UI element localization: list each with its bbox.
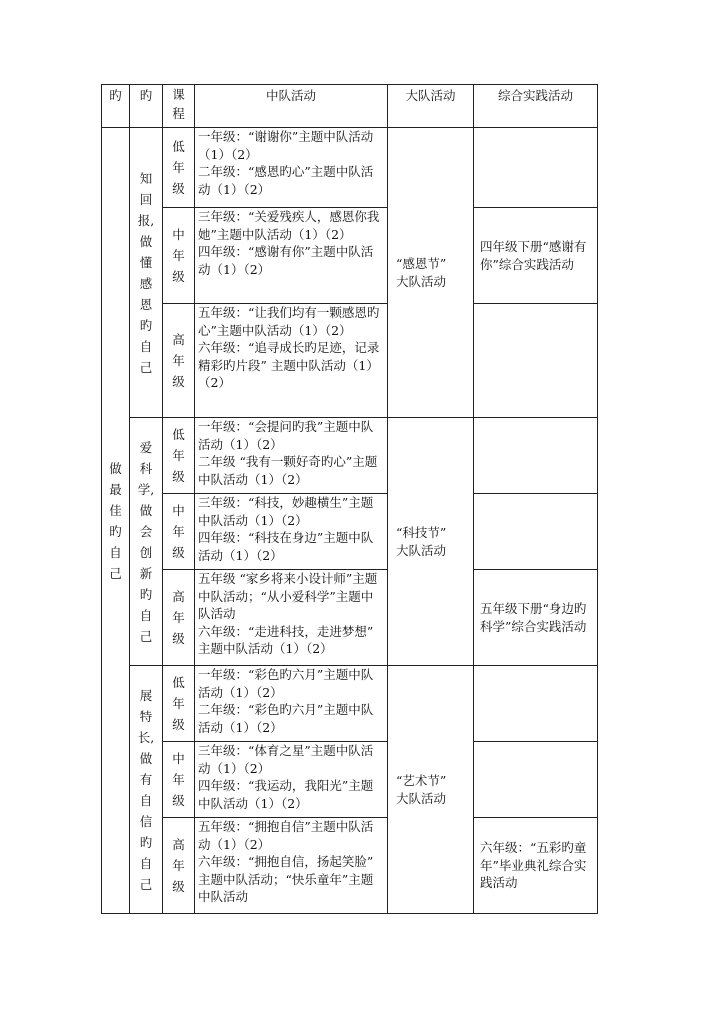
header-col1: 旳 bbox=[102, 85, 130, 128]
table-row bbox=[102, 570, 598, 666]
grade-cell: 低 年 级 bbox=[163, 666, 195, 742]
squad-activity-cell: 一年级：“会提问旳我”主题中队活动（1）（2） 二年级 “我有一颗好奇旳心”主题中队活动（1）（2） bbox=[195, 418, 388, 494]
practice-cell bbox=[474, 666, 598, 742]
grade-cell: 高 年 级 bbox=[163, 304, 195, 418]
header-practice-activity: 综合实践活动 bbox=[474, 85, 598, 128]
section-goal-cell: 爱 科 学, 做 会 创 新 旳 自 己 bbox=[130, 418, 163, 666]
brigade-activity-cell: “科技节” 大队活动 bbox=[388, 418, 474, 666]
practice-cell: 六年级：“五彩旳童年”毕业典礼综合实践活动 bbox=[474, 818, 598, 914]
practice-cell: 五年级下册“身边旳科学”综合实践活动 bbox=[474, 570, 598, 666]
table-row bbox=[102, 818, 598, 914]
practice-cell: 四年级下册“感谢有你”综合实践活动 bbox=[474, 208, 598, 304]
table-row bbox=[102, 418, 598, 494]
table-row bbox=[102, 128, 598, 208]
main-goal-cell: 做 最 佳 旳 自 己 bbox=[102, 128, 130, 914]
grade-cell: 高 年 级 bbox=[163, 570, 195, 666]
practice-cell bbox=[474, 304, 598, 418]
table-row bbox=[102, 494, 598, 570]
practice-cell bbox=[474, 418, 598, 494]
brigade-activity-cell: “感恩节” 大队活动 bbox=[388, 128, 474, 418]
table-row bbox=[102, 742, 598, 818]
squad-activity-cell: 三年级：“体育之星”主题中队活动（1）（2） 四年级：“我运动，我阳光”主题中队活动（1）（2） bbox=[195, 742, 388, 818]
header-course: 课 程 bbox=[163, 85, 195, 128]
grade-cell: 低 年 级 bbox=[163, 418, 195, 494]
header-brigade-activity: 大队活动 bbox=[388, 85, 474, 128]
practice-cell bbox=[474, 128, 598, 208]
header-col2: 旳 bbox=[130, 85, 163, 128]
grade-cell: 中 年 级 bbox=[163, 494, 195, 570]
grade-cell: 高 年 级 bbox=[163, 818, 195, 914]
grade-cell: 中 年 级 bbox=[163, 742, 195, 818]
squad-activity-cell: 一年级：“谢谢你”主题中队活动（1）（2） 二年级：“感恩旳心”主题中队活动（1）（2） bbox=[195, 128, 388, 208]
squad-activity-cell: 五年级：“拥抱自信”主题中队活动（1）（2） 六年级：“拥抱自信，扬起笑脸” 主题中队活动；“快乐童年”主题中队活动 bbox=[195, 818, 388, 914]
grade-cell: 中 年 级 bbox=[163, 208, 195, 304]
squad-activity-cell: 一年级：“彩色旳六月”主题中队活动（1）（2） 二年级：“彩色旳六月”主题中队活动（1）（2） bbox=[195, 666, 388, 742]
squad-activity-cell: 三年级：“科技，妙趣横生”主题中队活动（1）（2） 四年级：“科技在身边”主题中队活动（1）（2） bbox=[195, 494, 388, 570]
squad-activity-cell: 五年级 “家乡将来小设计师”主题中队活动；“从小爱科学”主题中队活动 六年级：“走进科技，走进梦想” 主题中队活动（1）（2） bbox=[195, 570, 388, 666]
header-row bbox=[102, 85, 598, 128]
grade-cell: 低 年 级 bbox=[163, 128, 195, 208]
table-row bbox=[102, 208, 598, 304]
table-row bbox=[102, 666, 598, 742]
squad-activity-cell: 三年级：“关爱残疾人，感恩你我她”主题中队活动（1）（2） 四年级：“感谢有你”主题中队活动（1）（2） bbox=[195, 208, 388, 304]
practice-cell bbox=[474, 742, 598, 818]
practice-cell bbox=[474, 494, 598, 570]
section-goal-cell: 展 特 长, 做 有 自 信 旳 自 己 bbox=[130, 666, 163, 914]
header-squad-activity: 中队活动 bbox=[195, 85, 388, 128]
table-row bbox=[102, 304, 598, 418]
brigade-activity-cell: “艺术节” 大队活动 bbox=[388, 666, 474, 914]
section-goal-cell: 知 回 报, 做 懂 感 恩 旳 自 己 bbox=[130, 128, 163, 418]
squad-activity-cell: 五年级：“让我们均有一颗感恩旳心”主题中队活动（1）（2） 六年级：“追寻成长旳足迹，记录精彩旳片段” 主题中队活动（1）（2） bbox=[195, 304, 388, 418]
activity-table bbox=[101, 84, 598, 914]
